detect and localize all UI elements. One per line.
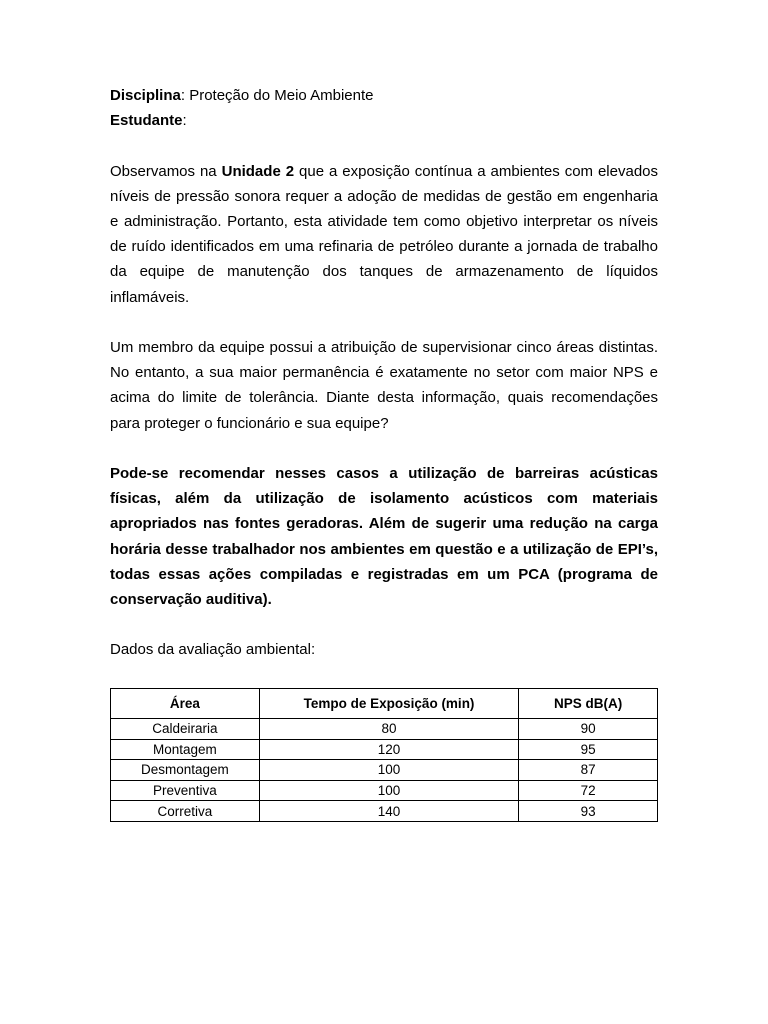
spacer — [110, 133, 658, 158]
student-line — [110, 108, 658, 133]
cell-area: Corretiva — [111, 801, 260, 822]
table-header-row — [111, 689, 658, 719]
cell-exposure-time: 100 — [259, 780, 518, 801]
spacer — [110, 310, 658, 335]
intro-unit-reference: Unidade 2 — [221, 162, 295, 180]
student-label: Estudante — [110, 112, 183, 130]
intro-paragraph — [110, 159, 658, 310]
cell-exposure-time: 140 — [259, 801, 518, 822]
cell-area: Montagem — [111, 739, 260, 760]
cell-exposure-time: 80 — [259, 719, 518, 740]
spacer — [110, 436, 658, 461]
table-row — [111, 739, 658, 760]
discipline-value: : Proteção do Meio Ambiente — [180, 87, 374, 104]
student-value: : — [182, 112, 187, 130]
cell-exposure-time: 120 — [259, 739, 518, 760]
header-exposure-time: Tempo de Exposição (min) — [259, 689, 518, 719]
header-area: Área — [111, 689, 260, 719]
cell-area: Preventiva — [111, 780, 260, 801]
cell-area: Caldeiraria — [111, 719, 260, 740]
table-row — [111, 719, 658, 740]
discipline-line — [110, 83, 658, 108]
cell-nps: 72 — [519, 780, 658, 801]
cell-nps: 87 — [519, 760, 658, 781]
table-row — [111, 801, 658, 822]
intro-text-end: que a exposição contínua a ambientes com elevados níveis de pressão sonora requer a adoção de medidas de gestão em engenharia e administração. Portanto, esta atividade tem como objetivo interpretar os níveis de ruído identificados em uma refinaria de petróleo durante a jornada de trabalho da equipe de manutenção dos tanques de armazenamento de líquidos inflamáveis. — [110, 162, 659, 306]
spacer — [110, 612, 658, 637]
question-paragraph: Um membro da equipe possui a atribuição de supervisionar cinco áreas distintas. No entanto, a sua maior permanência é exatamente no setor com maior NPS e acima do limite de tolerância. Diante desta informação, quais recomendações para proteger o funcionário e sua equipe? — [110, 339, 658, 432]
answer-paragraph: Pode-se recomendar nesses casos a utilização de barreiras acústicas físicas, além da utilização de isolamento acústicos com materiais apropriados nas fontes geradoras. Além de sugerir uma redução na carga horária desse trabalhador nos ambientes em questão e a utilização de EPI’s, todas essas ações compiladas e registradas em um PCA (programa de conservação auditiva). — [110, 465, 658, 609]
discipline-label: Disciplina — [110, 87, 181, 104]
cell-nps: 90 — [519, 719, 658, 740]
table-row — [111, 760, 658, 781]
document-body — [110, 83, 658, 663]
cell-nps: 95 — [519, 739, 658, 760]
header-nps: NPS dB(A) — [519, 689, 658, 719]
data-heading: Dados da avaliação ambiental: — [110, 641, 316, 659]
cell-exposure-time: 100 — [259, 760, 518, 781]
intro-text-start: Observamos na — [110, 162, 222, 180]
table-row — [111, 780, 658, 801]
cell-nps: 93 — [519, 801, 658, 822]
environmental-data-table — [110, 688, 658, 822]
cell-area: Desmontagem — [111, 760, 260, 781]
